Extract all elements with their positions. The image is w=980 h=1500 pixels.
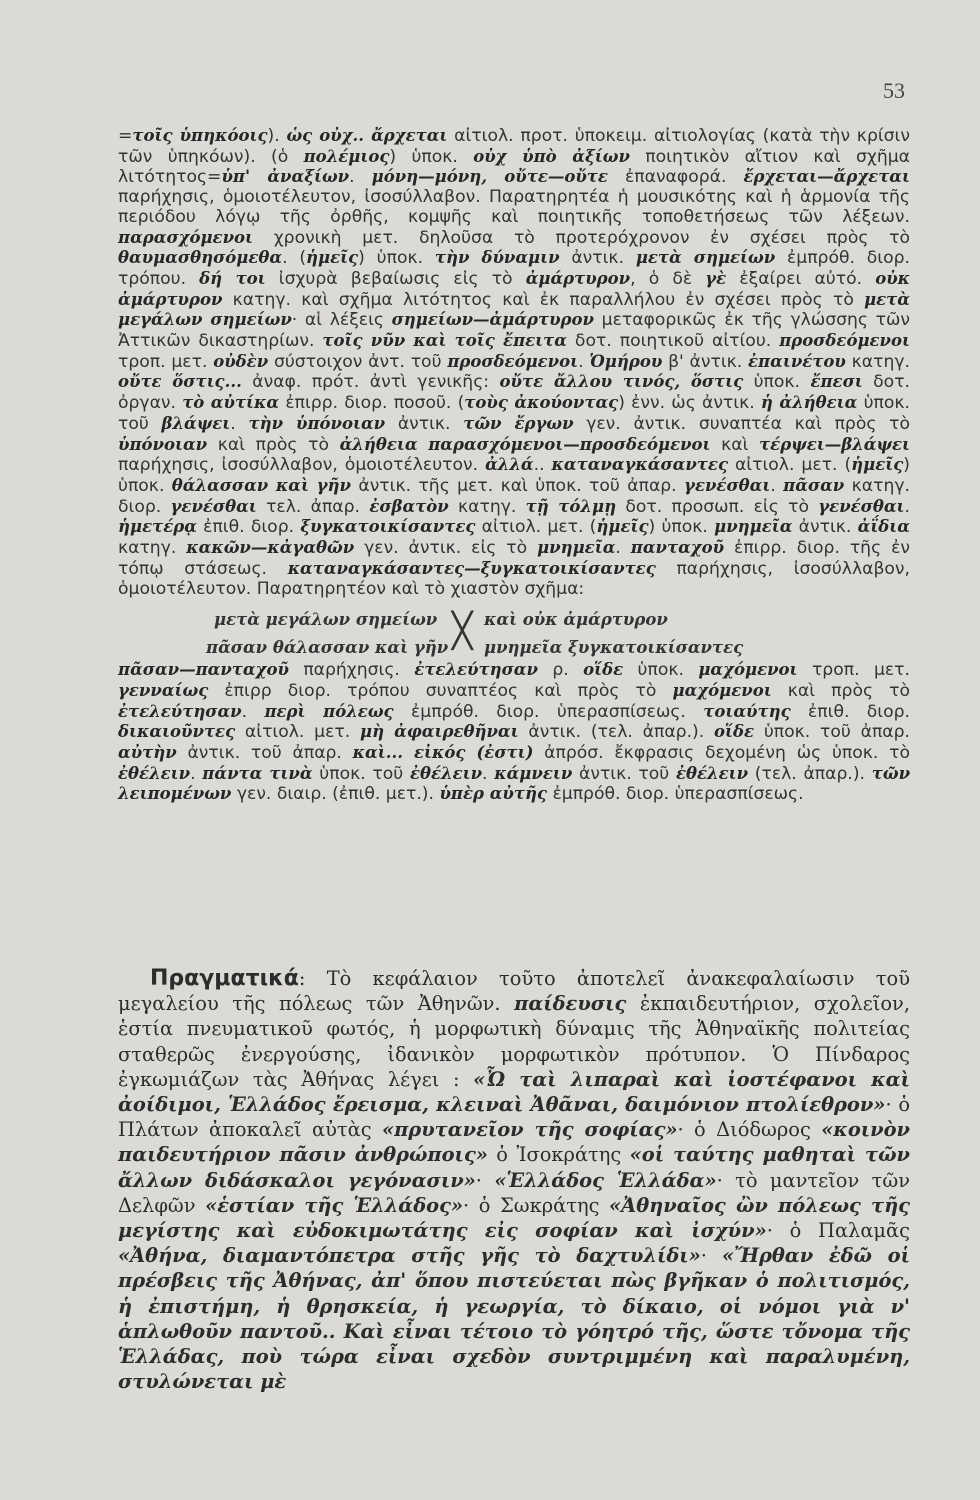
text: κατηγ. [118, 538, 187, 559]
term: παρασχόμενοι—προσδεόμενοι [428, 434, 711, 454]
text: ἐπιρρ διορ. τρόπου συναπτέος καὶ πρὸς τὸ [208, 680, 673, 701]
text: αἰτιολ. μετ. ( [475, 517, 597, 538]
text: ) ὑποκ. [358, 248, 435, 269]
text: ἀναφ. πρότ. ἀντὶ γενικῆς: [241, 372, 500, 393]
text: · τὸ μαντεῖον τῶν Δελφῶν [118, 1168, 910, 1217]
text: . [241, 701, 265, 722]
text: καὶ πρὸς τὸ [771, 680, 911, 701]
commentary-paragraph-1 [118, 126, 910, 600]
text: . [190, 763, 203, 784]
text: ἐπαναφορά. [607, 167, 744, 188]
text: ἀντικ. [559, 248, 636, 269]
text: καὶ [710, 434, 760, 455]
text: παρήχησις, ὁμοιοτέλευτον, ἰσοσύλλαβον. Παρατηρητέα ἡ μουσικότης καὶ ἡ ἁρμονία τῆς περιόδου λόγῳ τῆς ὀρθῆς, κομψῆς καὶ ποιητικῆς τοποθετήσεως τῶν λέξεων. [118, 187, 910, 227]
term: οὐχ ὑπὸ ἀξίων [473, 146, 630, 166]
text [418, 435, 429, 455]
term: κάμνειν [494, 763, 573, 783]
term: ἐσβατὸν [369, 496, 449, 516]
term: δικαιοῦντες [118, 722, 236, 742]
quote: «οἱ ταύτης μαθηταὶ τῶν ἄλλων διδάσκαλοι γεγόνασιν» [118, 1143, 910, 1192]
term: μνημεῖα [537, 538, 616, 558]
term: οἵδε [714, 722, 755, 742]
term: οἵδε [583, 660, 624, 680]
text: ἰσχυρὰ βεβαίωσις εἰς τὸ [265, 268, 526, 289]
text: . [349, 167, 372, 188]
term: ἐπαινέτου [748, 351, 846, 371]
text: κατηγ. [448, 496, 526, 517]
text: . [482, 763, 495, 784]
text: ποιητικὸν αἴτιον καὶ σχῆμα λιτότητος= [118, 146, 910, 188]
term: μὴ ἀφαιρεθῆναι [360, 722, 519, 742]
term: ἐτελεύτησαν [118, 701, 242, 721]
term: οὔτε ὅστις... [118, 372, 242, 392]
text: ἐπιθ. διορ. [196, 517, 301, 538]
text: . ( [282, 248, 307, 269]
text: ἐξαίρει αὐτό. [726, 268, 876, 289]
term: προσδεόμενοι [447, 351, 579, 371]
term: σημείων—ἀμάρτυρον [391, 310, 594, 330]
text: · ὁ Παλαμᾶς [766, 1219, 910, 1243]
text: ρ. [537, 660, 584, 681]
term: μαχόμενοι [698, 660, 798, 680]
text: ἐπιρρ. διορ. τῆς ἐν τόπῳ στάσεως. [118, 538, 910, 579]
chiasm-cross: ╳ [452, 611, 473, 652]
text: σύστοιχον ἀντ. τοῦ [268, 351, 448, 372]
quote: παίδευσις [514, 992, 627, 1016]
text: ἐκπαιδευτήριον, σχολεῖον, ἑστία πνευματικοῦ φωτός, ἡ μορφωτικὴ δύναμις τῆς Ἀθηναϊκῆς πολιτείας σταθερῶς ἐνεργούσης, ἰδανικὸν μορφωτικὸν πρότυπον. Ὁ Πίνδαρος ἐγκωμιάζων τὰς Ἀθήνας λέγει : [118, 992, 910, 1091]
term: ἡμετέρᾳ [118, 517, 197, 537]
text: : Τὸ κεφάλαιον τοῦτο ἀποτελεῖ ἀνακεφαλαίωσιν τοῦ μεγαλείου τῆς πόλεως τῶν Ἀθηνῶν. [118, 967, 910, 1016]
text: · [475, 1168, 495, 1192]
term: γενέσθαι [684, 475, 771, 495]
term: τὸ αὐτίκα [182, 393, 280, 413]
text: γεν. διαιρ. (ἐπιθ. μετ.). [231, 784, 440, 805]
term: γενναίως [118, 680, 209, 700]
term: προσδεόμενοι [779, 331, 910, 351]
text: τροπ. μετ. [797, 660, 910, 681]
quote: «Ἀθηναῖος ὢν πόλεως τῆς μεγίστης καὶ εὐδοκιμωτάτης εἰς σοφίαν καὶ ἰσχύν» [118, 1193, 910, 1243]
term: ἡμεῖς [306, 248, 359, 268]
text: ἐπιρρ. διορ. ποσοῦ. ( [279, 393, 465, 414]
text: χρονικὴ μετ. δηλοῦσα τὸ προτερόχρονον ἐν σχέσει πρὸς τὸ [253, 227, 910, 248]
term: ἀλήθεια [339, 434, 418, 454]
text: (τελ. ἀπαρ.). [748, 763, 872, 784]
text: · ὁ Σωκράτης [463, 1193, 610, 1217]
text: ) ὑποκ. [118, 455, 911, 496]
text: ) ὑποκ. [648, 517, 715, 538]
term: κακῶν—κἀγαθῶν [186, 538, 355, 558]
text: αἰτιολ. μετ. [235, 722, 361, 743]
term: Ὁμήρου [589, 351, 663, 371]
text: ὑποκ. [623, 660, 699, 681]
term: ὑπόνοιαν [118, 434, 208, 454]
term: βλάψει [161, 413, 231, 433]
text: ἐμπρόθ. διορ. ὑπερασπίσεως. [547, 784, 804, 805]
text: δοτ. ποιητικοῦ αἰτίου. [566, 331, 780, 352]
text: = [118, 126, 133, 146]
text: καὶ πρὸς τὸ [207, 434, 340, 455]
term: καταναγκάσαντες—ξυγκατοικίσαντες [287, 558, 656, 578]
term: μόνη—μόνη, οὔτε—οὔτε [371, 167, 608, 187]
text: δοτ. προσωπ. εἰς τὸ [616, 496, 819, 517]
text: μεταφορικῶς ἐκ τῆς γλώσσης τῶν Ἀττικῶν δικαστηρίων. [118, 310, 910, 352]
text: τροπ. μετ. [118, 351, 214, 372]
text: · ὁ Πλάτων ἀποκαλεῖ αὐτὰς [118, 1093, 910, 1142]
text: ἀντικ. τῆς μετ. καὶ ὑποκ. τοῦ ἀπαρ. [350, 475, 685, 496]
term: ἐτελεύτησαν [414, 660, 538, 680]
commentary-paragraph-2 [118, 660, 910, 805]
term: οὔτε ἄλλου τινός, ὅστις [499, 372, 744, 392]
text: . [230, 413, 249, 434]
text: ὁ Ἰσοκράτης [487, 1143, 630, 1167]
chiasm-bottom-right: μνημεῖα ξυγκατοικίσαντες [484, 638, 744, 658]
term: γενέσθαι [170, 496, 257, 516]
term: τὴν δύναμιν [434, 248, 560, 268]
term: περὶ πόλεως [264, 701, 394, 721]
term: ἡμεῖς [851, 455, 904, 475]
text: ὑποκ. τοῦ [312, 763, 410, 784]
chiasm-top-right: καὶ οὐκ ἀμάρτυρον [484, 610, 668, 630]
term: ξυγκατοικίσαντες [300, 517, 476, 537]
text: . [904, 496, 911, 517]
term: ὡς οὐχ.. ἄρχεται [286, 126, 448, 145]
term: καὶ... εἰκός (ἐστι) [352, 742, 534, 762]
term: μαχόμενοι [672, 680, 772, 700]
text: παρήχησις. [288, 660, 415, 681]
text: .. [533, 455, 552, 476]
text: ἀντικ. τοῦ [572, 763, 676, 784]
term: οὐδὲν [213, 351, 269, 371]
text: ). [267, 126, 287, 146]
term: ἡ ἀλήθεια [760, 393, 858, 413]
text: κατηγ. καὶ σχῆμα λιτότητος καὶ ἐκ παραλλήλου ἐν σχέσει πρὸς τὸ [222, 289, 865, 310]
term: καταναγκάσαντες [551, 455, 728, 475]
term: αὐτὴν [118, 742, 177, 762]
term: ὑπ' ἀναξίων [221, 167, 350, 187]
text: ὑποκ. [743, 372, 811, 393]
quote: «Ὦ ταὶ λιπαραὶ καὶ ἰοστέφανοι καὶ ἀοίδιμοι, Ἑλλάδος ἔρεισμα, κλειναὶ Ἀθᾶναι, δαιμόνιον πτολίεθρον» [118, 1067, 910, 1117]
term: τοῖς ὑπηκόοις [132, 126, 268, 145]
term: τῶν ἔργων [463, 413, 574, 433]
page-number: 53 [883, 78, 905, 103]
term: παρασχόμενοι [118, 227, 254, 247]
term: θαυμασθησόμεθα [118, 248, 283, 268]
term: τοὺς ἀκούοντας [464, 393, 619, 413]
text: ἀντικ. τοῦ ἀπαρ. [176, 742, 353, 763]
text: ) ὑποκ. [389, 146, 474, 167]
term: ἀμάρτυρον [525, 268, 631, 288]
text: ὑποκ. τοῦ ἀπαρ. [754, 722, 911, 743]
term: ἔπεσι [810, 372, 863, 392]
term: τοῖς νῦν καὶ τοῖς ἔπειτα [322, 331, 567, 351]
term: πανταχοῦ [630, 538, 725, 558]
term: ἐθέλειν [409, 763, 483, 783]
text: . [770, 475, 784, 496]
term: πᾶσαν [783, 475, 845, 495]
term: ἀΐδια [857, 517, 910, 537]
text: ἀντικ. (τελ. ἀπαρ.). [518, 722, 714, 743]
commentary-section [118, 126, 910, 805]
term: δή τοι [199, 268, 266, 288]
chiasm-figure [118, 600, 910, 660]
text: ἐμπρόθ. διορ. τρόπου. [118, 248, 910, 289]
text: . [615, 538, 631, 559]
term: τῶν λειπομένων [118, 763, 911, 804]
term: ἐθέλειν [675, 763, 749, 783]
term: ἔρχεται—ἄρχεται [743, 167, 910, 187]
text: δοτ. ὀργαν. [118, 372, 911, 414]
term: γὲ [705, 268, 727, 288]
text: κατηγ. [845, 351, 910, 372]
text: αἰτιολ. μετ. ( [728, 455, 852, 476]
quote: «Ἑλλάδος Ἑλλάδα» [494, 1168, 717, 1192]
term: πολέμιος [303, 146, 390, 166]
text: γεν. ἀντικ. συναπτέα καὶ πρὸς τὸ [573, 413, 911, 434]
text: ἀντικ. [792, 517, 858, 538]
chiasm-bottom-left: πᾶσαν θάλασσαν καὶ γῆν [206, 638, 449, 658]
text: ὑποκ. τοῦ [118, 393, 910, 434]
text: τελ. ἀπαρ. [256, 496, 370, 517]
text: αἰτιολ. προτ. ὑποκειμ. αἰτιολογίας (κατὰ τὴν κρίσιν τῶν ὑπηκόων). (ὁ [118, 126, 910, 167]
term: ἀλλά [485, 455, 534, 475]
term: τέρψει—βλάψει [759, 434, 910, 454]
text: ἐπιθ. διορ. [790, 701, 911, 722]
term: τοιαύτης [703, 701, 791, 721]
quote: «ἑστίαν τῆς Ἑλλάδος» [205, 1193, 464, 1217]
text: , ὁ δὲ [630, 268, 706, 289]
term: θάλασσαν καὶ γῆν [171, 475, 351, 495]
term: ἡμεῖς [596, 517, 649, 537]
chiasm-top-left: μετὰ μεγάλων σημείων [214, 610, 438, 630]
text: παρήχησις, ἰσοσύλλαβον, ὁμοιοτέλευτον. [118, 455, 486, 476]
text: . [578, 351, 590, 372]
text: ἀντικ. [385, 413, 464, 434]
text: κατηγ. διορ. [118, 475, 910, 517]
quote: «πρυτανεῖον τῆς σοφίας» [381, 1118, 678, 1142]
term: μνημεῖα [714, 517, 793, 537]
term: οὐκ ἀμάρτυρον [118, 268, 911, 309]
term: τῇ τόλμῃ [525, 496, 617, 516]
quote: «κοινὸν παιδευτήριον πᾶσιν ἀνθρώποις» [118, 1118, 910, 1167]
term: γενέσθαι [818, 496, 905, 516]
text: · αἱ λέξεις [291, 310, 392, 331]
term: ἐθέλειν [118, 763, 191, 783]
text: ἀπρόσ. ἔκφρασις δεχομένη ὡς ὑποκ. τὸ [533, 742, 910, 763]
section-heading: Πραγματικά [150, 966, 299, 991]
term: μετὰ μεγάλων σημείων [118, 289, 910, 330]
term: τὴν ὑπόνοιαν [248, 413, 386, 433]
quote: «Ἤρθαν ἐδῶ οἱ πρέσβεις τῆς Ἀθήνας, ἀπ' ὅπου πιστεύεται πὼς βγῆκαν ὁ πολιτισμός, ἡ ἐπιστήμη, ἡ θρησκεία, ἡ γεωργία, τὸ δίκαιο, οἱ νόμοι γιὰ ν' ἁπλωθοῦν παντοῦ.. Καὶ εἶναι τέτοιο τὸ γόητρό τῆς, ὥστε τὄνομα τῆς Ἑλλάδας, ποὺ τώρα εἶναι σχεδὸν συντριμμένη καὶ παραλυμένη, στυλώνεται μὲ [118, 1244, 910, 1394]
text: ἐμπρόθ. διορ. ὑπερασπίσεως. [393, 701, 704, 722]
term: ὑπὲρ αὐτῆς [439, 784, 548, 804]
term: πᾶσαν—πανταχοῦ [118, 660, 289, 680]
pragmatika-section [118, 966, 910, 1394]
text: ) ἐνν. ὡς ἀντικ. [618, 393, 761, 414]
pragmatika-paragraph [118, 966, 910, 1394]
quote: «Ἀθήνα, διαμαντόπετρα στῆς γῆς τὸ δαχτυλίδι» [118, 1244, 701, 1268]
text: · ὁ Διόδωρος [677, 1118, 822, 1142]
text: · [700, 1244, 723, 1268]
text: γεν. ἀντικ. εἰς τὸ [354, 538, 538, 559]
term: πάντα τινὰ [202, 763, 313, 783]
term: μετὰ σημείων [635, 248, 776, 268]
text: παρήχησις, ἰσοσύλλαβον, ὁμοιοτέλευτον. Παρατηρητέον καὶ τὸ χιαστὸν σχῆμα: [118, 558, 910, 600]
text: β' ἀντικ. [662, 351, 749, 372]
